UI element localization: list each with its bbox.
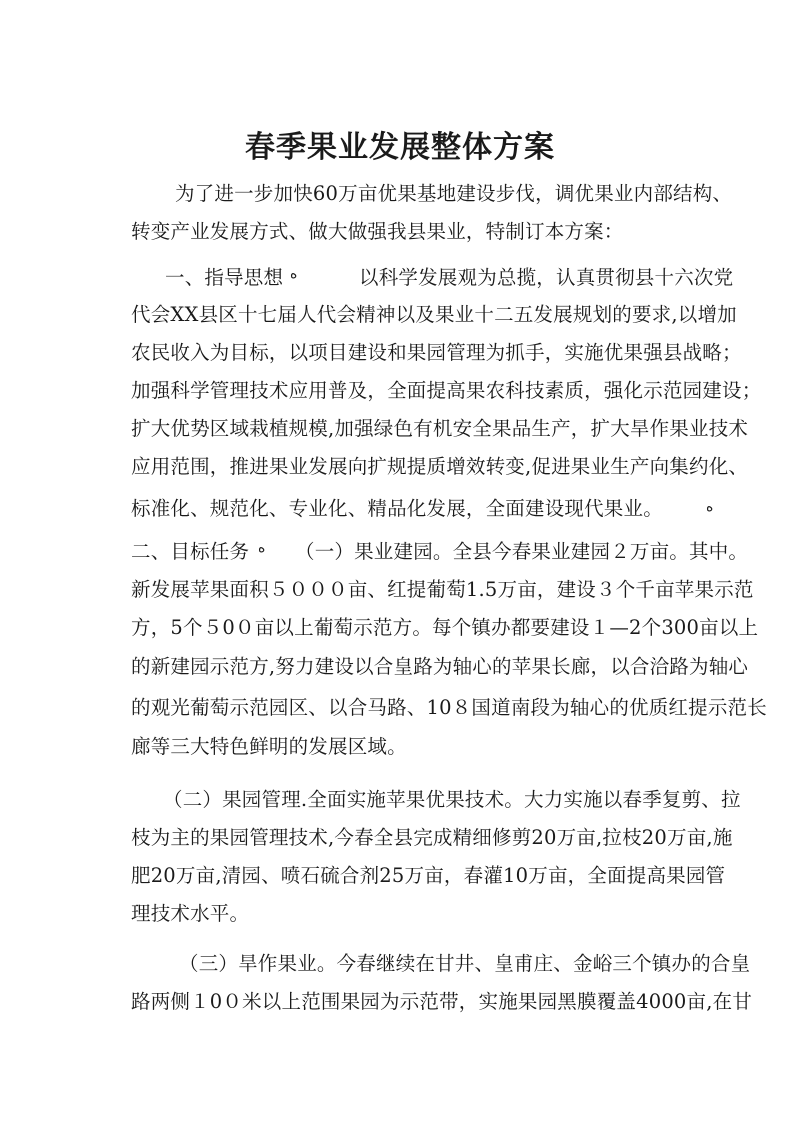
stray-mark: ه <box>258 540 266 556</box>
paragraph-line: （二）果园管理.全面实施苹果优果技术。大力实施以春季复剪、拉 <box>163 788 741 811</box>
paragraph-line: 方，5个５0０亩以上葡萄示范方。每个镇办都要建设１—2个300亩以上 <box>131 616 759 639</box>
paragraph-line: 理技术水平。 <box>131 902 250 925</box>
paragraph-line: 标准化、规范化、专业化、精品化发展，全面建设现代果业。 <box>131 497 663 520</box>
paragraph-line: （一）果业建园。全县今春果业建园２万亩。其中。 <box>295 540 749 563</box>
paragraph-line: 转变产业发展方式、做大做强我县果业，特制订本方案： <box>131 220 624 243</box>
section-heading-guiding-thought: 一、指导思想 <box>165 266 284 289</box>
paragraph-line: 扩大优势区域栽植规模,加强绿色有机安全果品生产，扩大旱作果业技术 <box>131 417 749 440</box>
stray-mark: ه <box>290 266 298 282</box>
paragraph-line: 农民收入为目标，以项目建设和果园管理为抓手，实施优果强县战略； <box>131 341 742 364</box>
paragraph-line: 廊等三大特色鲜明的发展区域。 <box>131 735 407 758</box>
paragraph-line: 新发展苹果面积５０００亩、红提葡萄1.5万亩，建设３个千亩苹果示范 <box>131 578 754 601</box>
paragraph-line: 肥20万亩,清园、喷石硫合剂25万亩，春灌10万亩，全面提高果园管 <box>131 864 726 887</box>
paragraph-line: 代会XX县区十七届人代会精神以及果业十二五发展规划的要求,以增加 <box>131 303 737 326</box>
paragraph-line: 路两侧１0０米以上范围果园为示范带，实施果园黑膜覆盖4000亩,在甘 <box>131 990 753 1013</box>
paragraph-line: （三）旱作果业。今春继续在甘井、皇甫庄、金峪三个镇办的合皇 <box>179 952 751 975</box>
paragraph-line: 的观光葡萄示范园区、以合马路、10８国道南段为轴心的优质红提示范长 <box>131 696 767 719</box>
paragraph-line: 为了进一步加快60万亩优果基地建设步伐，调优果业内部结构、 <box>175 182 733 205</box>
paragraph-line: 应用范围，推进果业发展向扩规提质增效转变,促进果业生产向集约化、 <box>131 455 749 478</box>
paragraph-line: 以科学发展观为总揽，认真贯彻县十六次党 <box>359 266 734 289</box>
document-title: 春季果业发展整体方案 <box>245 130 555 165</box>
section-heading-goals: 二、目标任务 <box>131 540 250 563</box>
paragraph-line: 的新建园示范方,努力建设以合皇路为轴心的苹果长廊，以合洽路为轴心 <box>131 655 749 678</box>
stray-mark: ه <box>706 499 714 515</box>
paragraph-line: 加强科学管理技术应用普及，全面提高果农科技素质，强化示范园建设； <box>131 379 762 402</box>
paragraph-line: 枝为主的果园管理技术,今春全县完成精细修剪20万亩,拉枝20万亩,施 <box>131 826 733 849</box>
